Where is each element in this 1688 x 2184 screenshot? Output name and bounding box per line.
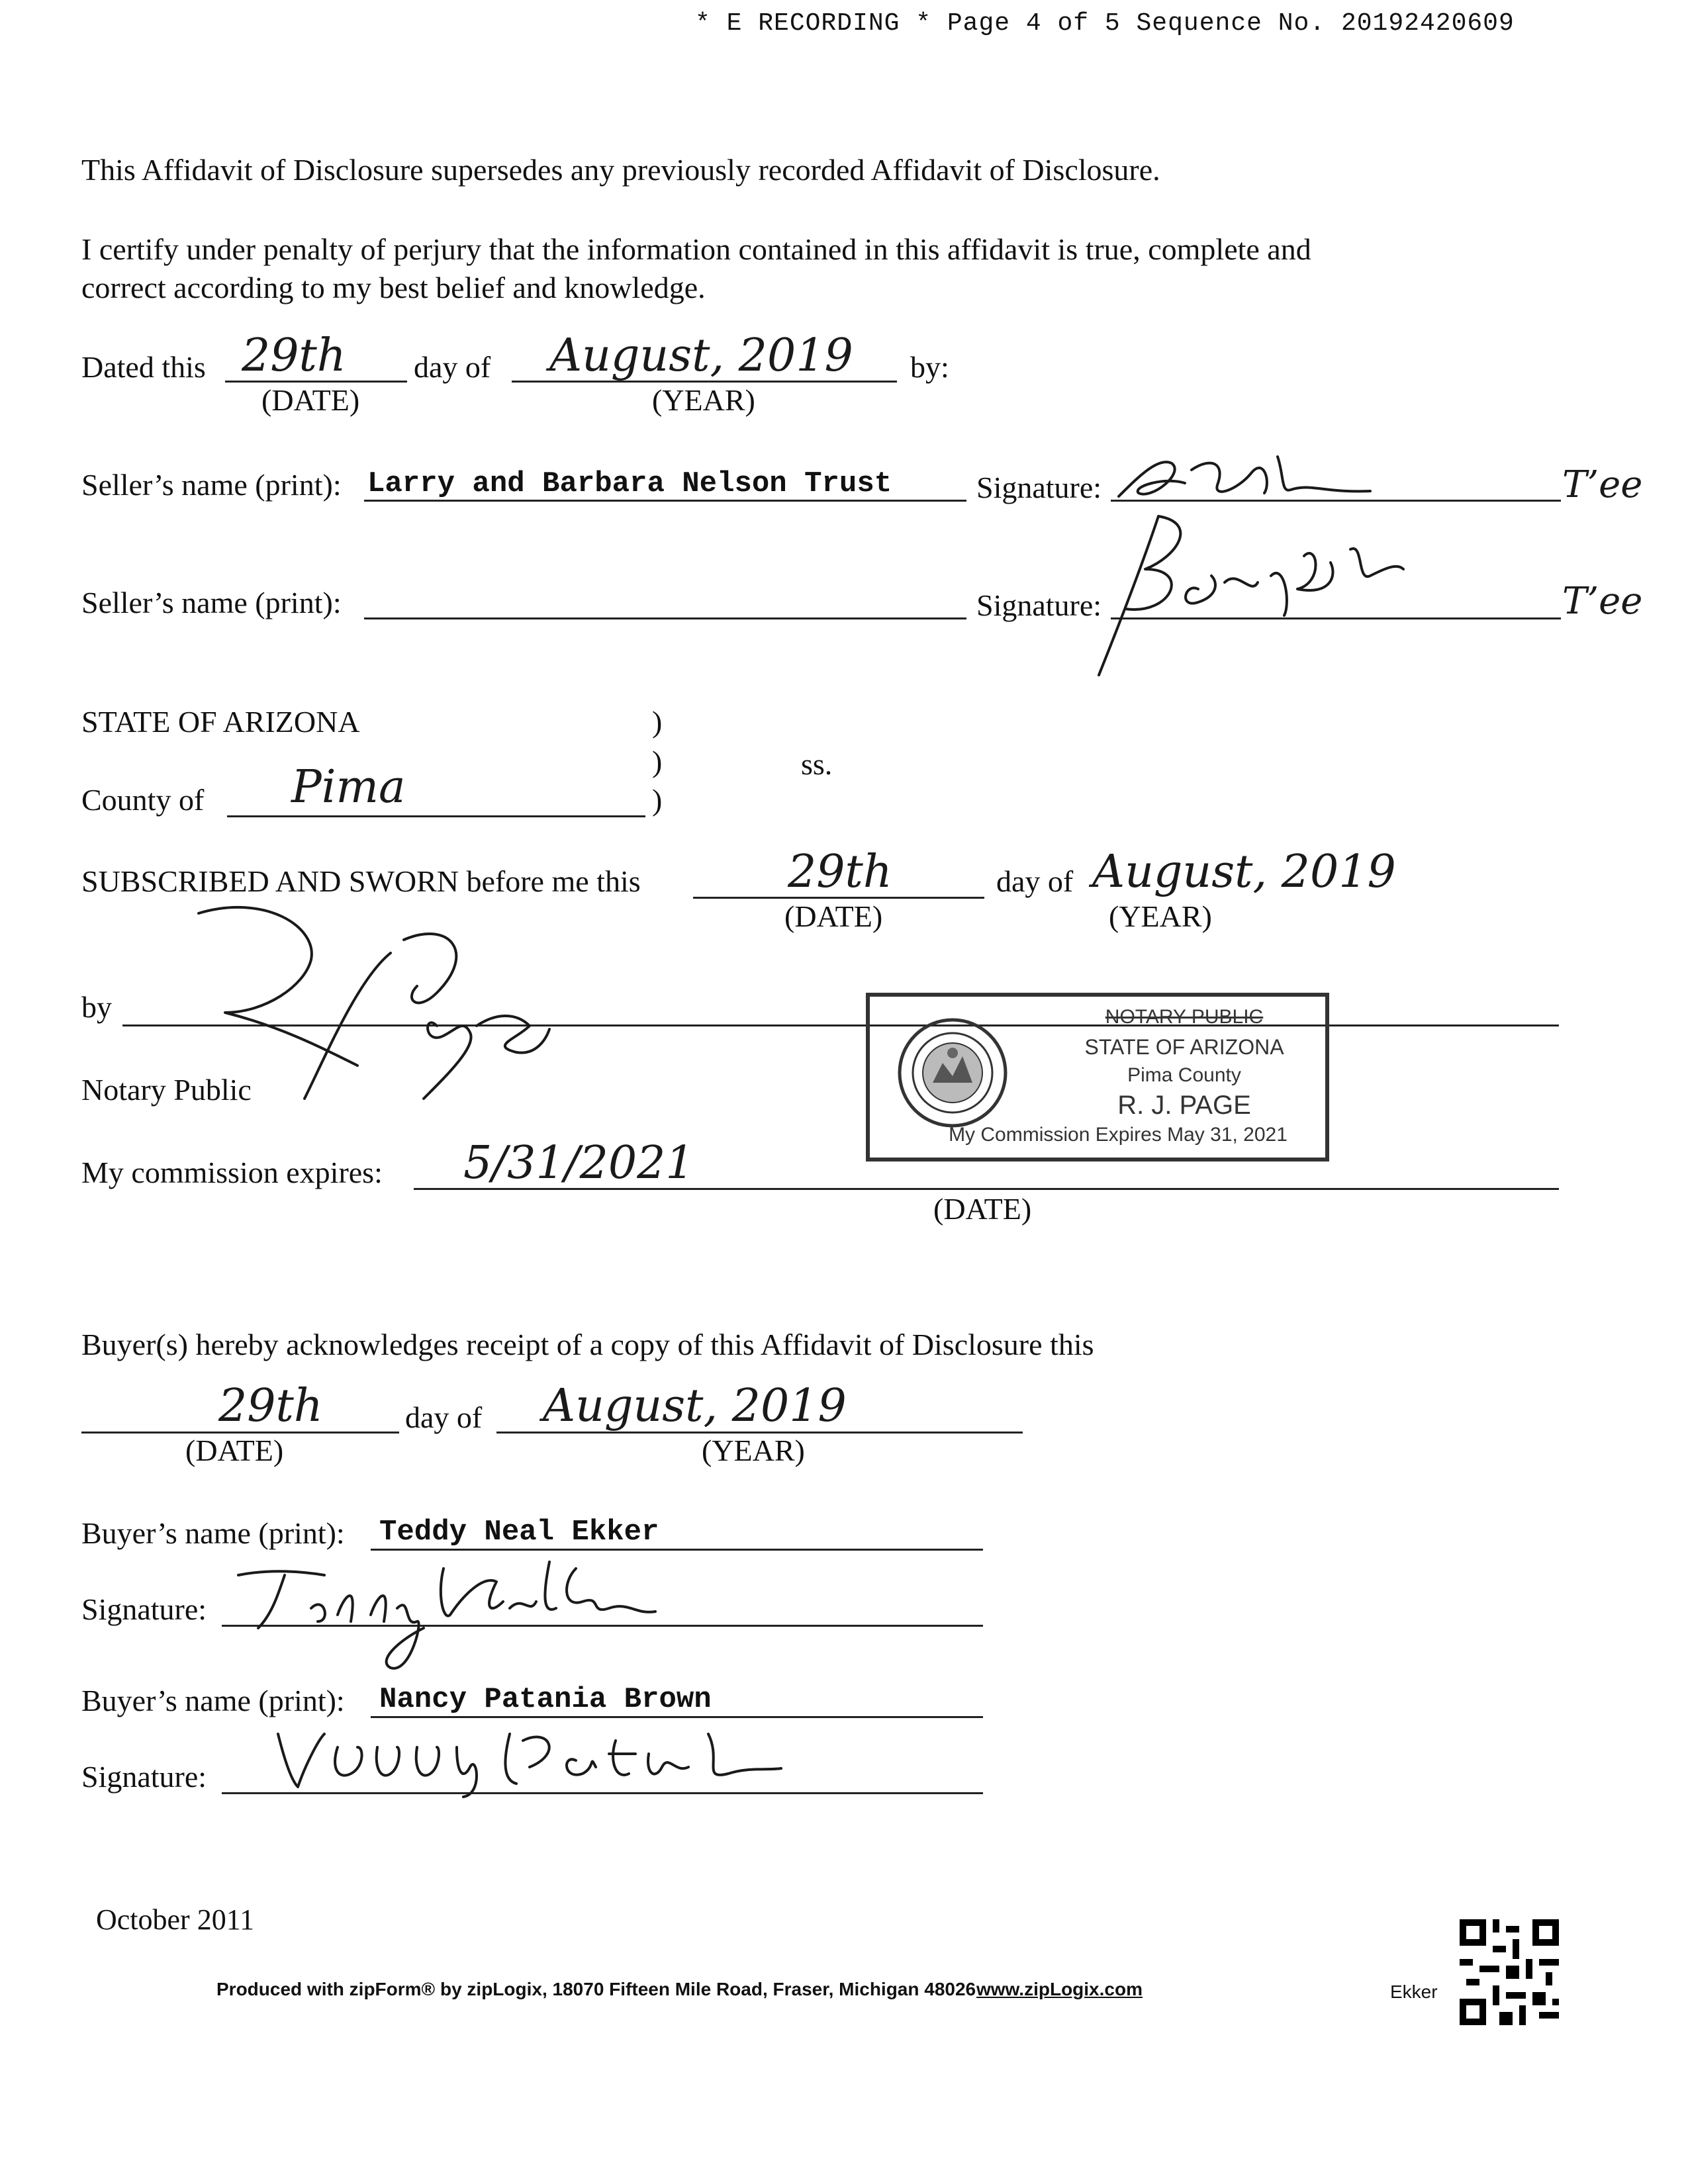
paren-1: ) bbox=[652, 705, 663, 739]
dated-month-year-handwritten: August, 2019 bbox=[549, 330, 853, 382]
buyer-2-signature bbox=[265, 1721, 794, 1800]
sworn-day-of: day of bbox=[996, 864, 1074, 898]
buyer-2-name-line bbox=[371, 1716, 983, 1718]
dated-day-handwritten: 29th bbox=[242, 330, 346, 382]
buyer-2-signature-label: Signature: bbox=[81, 1760, 207, 1794]
stamp-line-county: Pima County bbox=[1127, 1064, 1241, 1086]
buyers-ack-day-handwritten: 29th bbox=[218, 1380, 323, 1432]
footer-date: October 2011 bbox=[96, 1903, 255, 1936]
footer-url-link[interactable]: www.zipLogix.com bbox=[976, 1979, 1143, 1999]
dated-by: by: bbox=[910, 350, 949, 384]
commission-label: My commission expires: bbox=[81, 1156, 383, 1189]
dated-date-caption: (DATE) bbox=[261, 383, 360, 417]
buyer-1-label: Buyer’s name (print): bbox=[81, 1516, 345, 1550]
buyer-2-label: Buyer’s name (print): bbox=[81, 1684, 345, 1717]
sworn-year-caption: (YEAR) bbox=[1109, 899, 1212, 933]
sworn-date-caption: (DATE) bbox=[784, 899, 883, 933]
certify-statement-line1: I certify under penalty of perjury that the information contained in this affidavit is true, complete and bbox=[81, 232, 1311, 266]
commission-handwritten: 5/31/2021 bbox=[463, 1137, 694, 1189]
dated-day-of: day of bbox=[414, 350, 491, 384]
commission-date-caption: (DATE) bbox=[933, 1192, 1032, 1226]
buyers-ack-text: Buyer(s) hereby acknowledges receipt of a copy of this Affidavit of Disclosure this bbox=[81, 1328, 1094, 1361]
dated-label: Dated this bbox=[81, 350, 206, 384]
seller-2-signature-label: Signature: bbox=[976, 588, 1102, 622]
buyers-ack-day-of: day of bbox=[405, 1400, 483, 1434]
supersedes-statement: This Affidavit of Disclosure supersedes any previously recorded Affidavit of Disclosure. bbox=[81, 153, 1160, 187]
stamp-line-expires: My Commission Expires May 31, 2021 bbox=[949, 1124, 1288, 1146]
seller-2-label: Seller’s name (print): bbox=[81, 586, 342, 619]
sworn-day-handwritten: 29th bbox=[788, 846, 892, 898]
county-handwritten: Pima bbox=[291, 761, 406, 813]
state-label: STATE OF ARIZONA bbox=[81, 705, 360, 739]
buyers-ack-year-caption: (YEAR) bbox=[702, 1433, 805, 1467]
notary-stamp bbox=[866, 993, 1329, 1161]
dated-year-caption: (YEAR) bbox=[652, 383, 755, 417]
certify-statement-line2: correct according to my best belief and knowledge. bbox=[81, 271, 706, 304]
buyer-1-signature-label: Signature: bbox=[81, 1592, 207, 1626]
state-seal-icon bbox=[896, 1017, 1009, 1129]
notary-by-label: by bbox=[81, 990, 112, 1024]
notary-public-label: Notary Public bbox=[81, 1073, 252, 1107]
footer-produced: Produced with zipForm® by zipLogix, 18070 Fifteen Mile Road, Fraser, Michigan 48026 bbox=[216, 1979, 976, 1999]
footer-name: Ekker bbox=[1390, 1981, 1438, 2002]
sworn-label: SUBSCRIBED AND SWORN before me this bbox=[81, 864, 641, 898]
buyers-ack-month-year-handwritten: August, 2019 bbox=[543, 1380, 847, 1432]
county-label: County of bbox=[81, 783, 205, 817]
buyer-1-signature bbox=[232, 1555, 695, 1688]
qr-code-icon bbox=[1460, 1919, 1559, 2025]
buyer-2-name: Nancy Patania Brown bbox=[379, 1683, 712, 1716]
buyer-1-name: Teddy Neal Ekker bbox=[379, 1516, 659, 1549]
stamp-line-name: R. J. PAGE bbox=[1117, 1091, 1251, 1120]
recording-header: * E RECORDING * Page 4 of 5 Sequence No. 20192420609 bbox=[695, 9, 1515, 38]
seller-2-signature-suffix: T’ee bbox=[1562, 580, 1643, 623]
stamp-line-state: STATE OF ARIZONA bbox=[1084, 1035, 1284, 1059]
ss-label: ss. bbox=[801, 747, 833, 781]
seller-1-signature-suffix: T’ee bbox=[1562, 463, 1643, 506]
seller-1-signature-label: Signature: bbox=[976, 471, 1102, 504]
sworn-month-year-handwritten: August, 2019 bbox=[1092, 846, 1396, 898]
buyers-ack-date-caption: (DATE) bbox=[185, 1433, 284, 1467]
paren-2: ) bbox=[652, 745, 663, 778]
stamp-line-notary-public: NOTARY PUBLIC bbox=[1105, 1006, 1264, 1028]
seller-2-signature bbox=[1086, 503, 1483, 688]
buyer-1-name-line bbox=[371, 1549, 983, 1551]
seller-1-label: Seller’s name (print): bbox=[81, 468, 342, 502]
paren-3: ) bbox=[652, 783, 663, 817]
seller-2-name-line bbox=[364, 617, 966, 619]
seller-1-signature bbox=[1112, 437, 1377, 510]
seller-1-name: Larry and Barbara Nelson Trust bbox=[367, 467, 892, 500]
county-line bbox=[227, 815, 645, 817]
